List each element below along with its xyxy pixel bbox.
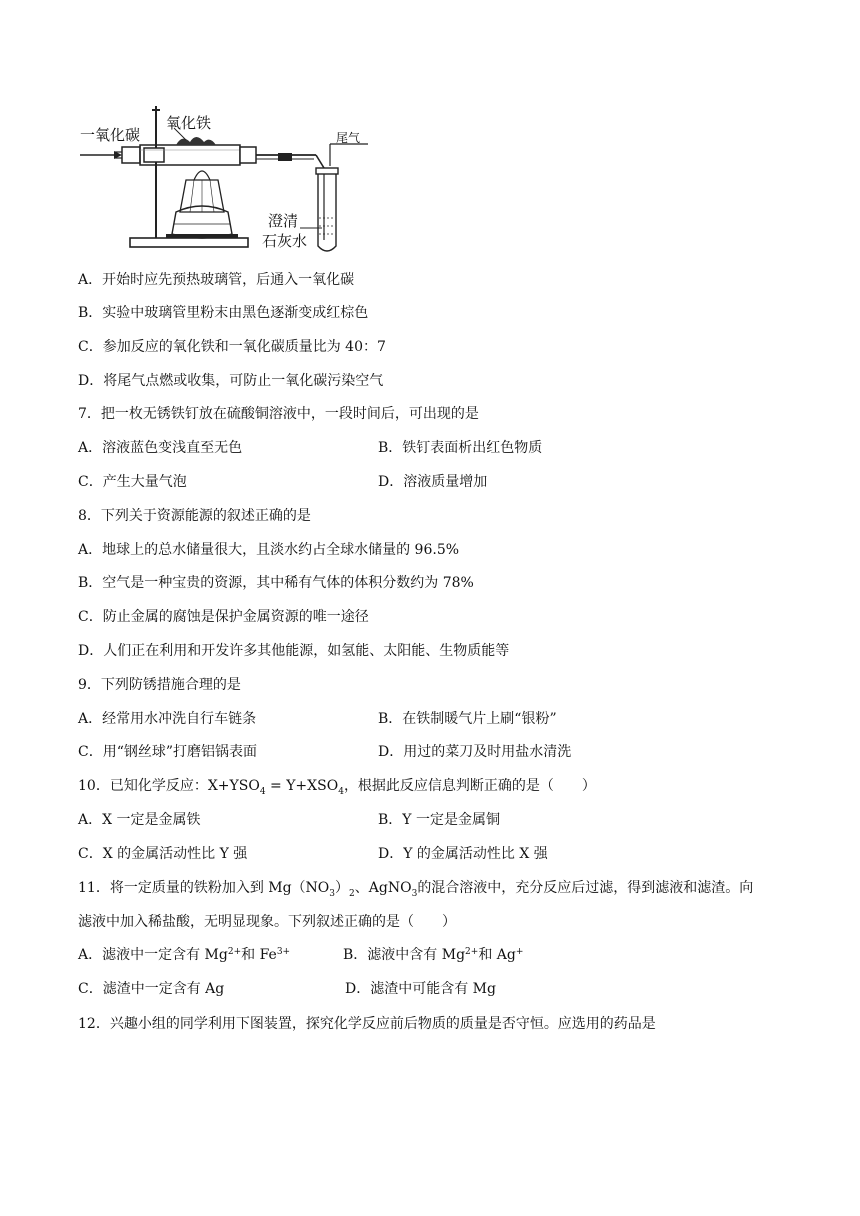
q7-option-a: A．溶液蓝色变浅直至无色 xyxy=(78,440,243,456)
q10-option-b: B．Y 一定是金属铜 xyxy=(378,812,500,828)
q10-option-d: D．Y 的金属活动性比 X 强 xyxy=(378,846,548,862)
q11-option-b: B．滤液中含有 $Mg^{2+}$和 Ag+ xyxy=(343,947,524,963)
q8-option-d: D．人们正在利用和开发许多其他能源，如氢能、太阳能、生物质能等 xyxy=(78,643,510,659)
q11-option-c: C．滤渣中一定含有 Ag xyxy=(78,981,225,997)
q7-option-d: D．溶液质量增加 xyxy=(378,474,488,490)
q7-option-b: B．铁钉表面析出红色物质 xyxy=(378,440,543,456)
label-limewater-1: 澄清 xyxy=(268,212,299,230)
q8-stem: 8．下列关于资源能源的叙述正确的是 xyxy=(78,508,311,524)
label-carbon-monoxide: 一氧化碳 xyxy=(80,126,141,144)
q6-option-d: D．将尾气点燃或收集，可防止一氧化碳污染空气 xyxy=(78,373,384,389)
q6-option-c: C．参加反应的氧化铁和一氧化碳质量比为 40：7 xyxy=(78,339,386,355)
label-tail-gas: 尾气 xyxy=(336,131,361,145)
q11-stem-line1: 11．将一定质量的铁粉加入到 $Mg(NO_3)_2$、AgNO$_3$的混合溶液中，充分反应后过滤，得到滤液和滤渣。向 xyxy=(78,880,754,899)
q9-stem: 9．下列防锈措施合理的是 xyxy=(78,677,241,693)
q8-option-a: A．地球上的总水储量很大，且淡水约占全球水储量的 96.5% xyxy=(78,542,460,558)
q8-option-b: B．空气是一种宝贵的资源，其中稀有气体的体积分数约为 78% xyxy=(78,575,474,591)
q7-stem: 7．把一枚无锈铁钉放在硫酸铜溶液中，一段时间后，可出现的是 xyxy=(78,406,479,422)
q9-option-c: C．用“钢丝球”打磨铝锅表面 xyxy=(78,744,258,760)
label-iron-oxide: 氧化铁 xyxy=(166,114,212,132)
label-limewater-2: 石灰水 xyxy=(262,232,308,250)
co-reduction-apparatus-figure xyxy=(78,100,378,258)
q11-stem-line2: 滤液中加入稀盐酸，无明显现象。下列叙述正确的是（ ） xyxy=(78,914,456,930)
q9-option-a: A．经常用水冲洗自行车链条 xyxy=(78,711,257,727)
q9-option-d: D．用过的菜刀及时用盐水清洗 xyxy=(378,744,572,760)
q12-stem: 12．兴趣小组的同学利用下图装置，探究化学反应前后物质的质量是否守恒。应选用的药品是 xyxy=(78,1016,656,1032)
q11-option-d: D．滤渣中可能含有 Mg xyxy=(345,981,496,997)
q10-option-c: C．X 的金属活动性比 Y 强 xyxy=(78,846,248,862)
q10-stem: 10．已知化学反应：$X+YSO_4 = Y+XSO_4$，根据此反应信息判断正确的是（ ） xyxy=(78,778,596,797)
q6-option-a: A．开始时应先预热玻璃管，后通入一氧化碳 xyxy=(78,272,355,288)
q8-option-c: C．防止金属的腐蚀是保护金属资源的唯一途径 xyxy=(78,609,369,625)
q6-option-b: B．实验中玻璃管里粉末由黑色逐渐变成红棕色 xyxy=(78,305,369,321)
q10-option-a: A．X 一定是金属铁 xyxy=(78,812,201,828)
q7-option-c: C．产生大量气泡 xyxy=(78,474,187,490)
q9-option-b: B．在铁制暖气片上刷“银粉” xyxy=(378,711,557,727)
q11-option-a: A．滤液中一定含有 $Mg^{2+}$和 $Fe^{3+}$ xyxy=(78,947,291,963)
